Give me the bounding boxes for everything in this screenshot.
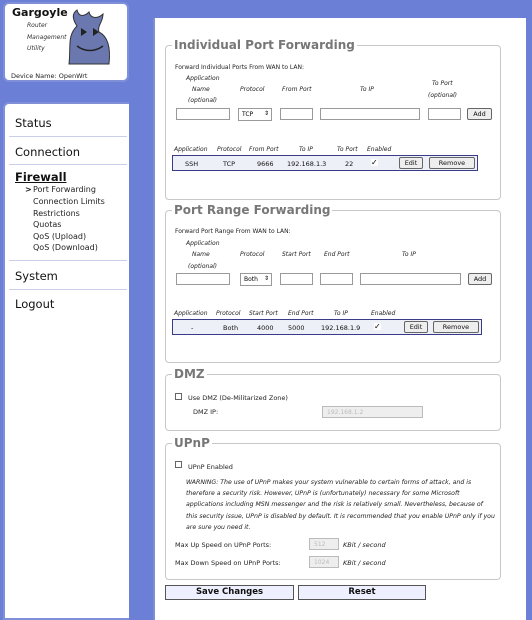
upnp-max-down-input[interactable]: 1024	[309, 556, 339, 568]
ipf-remove-button[interactable]: Remove	[429, 157, 475, 169]
prf-app-name-input[interactable]	[176, 273, 230, 285]
ipf-row-protocol: TCP	[223, 160, 236, 168]
prf-row-app: -	[191, 324, 194, 332]
nav-item-connection-limits[interactable]: Connection Limits	[33, 197, 105, 206]
ipf-col-to-ip: To IP	[299, 146, 313, 153]
prf-protocol-select[interactable]	[240, 273, 272, 286]
active-item-marker: >	[25, 185, 32, 194]
section-title: Port Range Forwarding	[174, 203, 331, 217]
ipf-header-to-port-optional: (optional)	[428, 92, 457, 99]
dmz-ip-input[interactable]: 192.168.1.2	[322, 406, 423, 418]
upnp-up-unit: KBit / second	[343, 541, 386, 549]
prf-header-end-port: End Port	[324, 251, 350, 258]
logo-subtitle-1: Router	[27, 22, 48, 29]
ipf-row-to-ip: 192.168.1.3	[287, 160, 327, 168]
ipf-header-application: Application	[186, 75, 220, 82]
prf-col-end-port: End Port	[288, 310, 314, 317]
ipf-row-enabled-checkbox[interactable]	[371, 159, 378, 166]
logo-subtitle-2: Management	[27, 34, 67, 41]
prf-header-application: Application	[186, 240, 220, 247]
save-changes-button[interactable]: Save Changes	[165, 585, 294, 600]
ipf-row-to-port: 22	[345, 160, 354, 168]
prf-protocol-value: Both	[244, 276, 258, 283]
dmz-ip-label: DMZ IP:	[193, 408, 219, 416]
section-title: Individual Port Forwarding	[174, 38, 355, 52]
table-row	[172, 155, 478, 171]
prf-add-button[interactable]: Add	[468, 273, 492, 285]
ipf-col-from-port: From Port	[249, 146, 279, 153]
upnp-max-up-label: Max Up Speed on UPnP Ports:	[175, 541, 272, 549]
device-name: Device Name: OpenWrt	[11, 72, 88, 80]
ipf-col-protocol: Protocol	[217, 146, 242, 153]
ipf-col-application: Application	[174, 146, 208, 153]
prf-header-to-ip: To IP	[402, 251, 416, 258]
upnp-max-down-label: Max Down Speed on UPnP Ports:	[175, 559, 281, 567]
upnp-down-unit: KBit / second	[343, 559, 386, 567]
prf-header-start-port: Start Port	[282, 251, 311, 258]
prf-row-protocol: Both	[223, 324, 239, 332]
prf-col-application: Application	[174, 310, 208, 317]
prf-col-enabled: Enabled	[371, 310, 396, 317]
ipf-header-optional: (optional)	[188, 97, 217, 104]
ipf-header-to-ip: To IP	[360, 86, 374, 93]
nav-divider	[9, 260, 127, 261]
nav-divider	[9, 164, 127, 165]
prf-col-protocol: Protocol	[216, 310, 241, 317]
prf-intro: Forward Port Range From WAN to LAN:	[175, 228, 291, 235]
prf-end-port-input[interactable]	[320, 273, 353, 285]
prf-row-enabled-checkbox[interactable]	[374, 323, 381, 330]
prf-row-start-port: 4000	[257, 324, 274, 332]
ipf-to-port-input[interactable]	[428, 108, 461, 120]
gargoyle-logo-icon	[59, 6, 121, 68]
table-row	[172, 319, 482, 335]
prf-row-to-ip: 192.168.1.9	[321, 324, 361, 332]
nav-system[interactable]: System	[15, 269, 58, 283]
ipf-from-port-input[interactable]	[280, 108, 313, 120]
select-arrows-icon: ⇕	[263, 275, 269, 282]
prf-col-start-port: Start Port	[249, 310, 278, 317]
nav-item-restrictions[interactable]: Restrictions	[33, 209, 80, 218]
checkmark-icon: ✓	[371, 158, 378, 167]
reset-button[interactable]: Reset	[298, 585, 426, 600]
prf-remove-button[interactable]: Remove	[433, 321, 479, 333]
dmz-use-label: Use DMZ (De-Militarized Zone)	[188, 394, 288, 402]
ipf-col-enabled: Enabled	[367, 146, 392, 153]
nav-status[interactable]: Status	[15, 116, 52, 130]
ipf-edit-button[interactable]: Edit	[399, 157, 423, 169]
prf-to-ip-input[interactable]	[360, 273, 461, 285]
logo-subtitle-3: Utility	[27, 45, 45, 52]
logo-panel	[3, 2, 129, 82]
prf-start-port-input[interactable]	[280, 273, 313, 285]
prf-col-to-ip: To IP	[334, 310, 348, 317]
upnp-max-up-input[interactable]: 512	[309, 538, 339, 550]
ipf-header-from-port: From Port	[282, 86, 312, 93]
ipf-protocol-value: TCP	[242, 111, 254, 118]
nav-divider	[9, 136, 127, 137]
upnp-enabled-label: UPnP Enabled	[188, 463, 233, 471]
ipf-header-protocol: Protocol	[240, 86, 265, 93]
prf-header-optional: (optional)	[188, 263, 217, 270]
dmz-checkbox[interactable]	[175, 393, 182, 400]
ipf-to-ip-input[interactable]	[320, 108, 420, 120]
sidebar-nav	[3, 102, 129, 620]
nav-item-quotas[interactable]: Quotas	[33, 220, 62, 229]
select-arrows-icon: ⇕	[263, 110, 269, 117]
section-title: DMZ	[174, 367, 205, 381]
ipf-row-app: SSH	[185, 160, 199, 168]
upnp-enabled-checkbox[interactable]	[175, 461, 182, 468]
ipf-app-name-input[interactable]	[176, 108, 230, 120]
ipf-row-from-port: 9666	[257, 160, 274, 168]
ipf-col-to-port: To Port	[337, 146, 358, 153]
section-title: UPnP	[174, 436, 210, 450]
logo-title: Gargoyle	[12, 6, 68, 19]
prf-header-protocol: Protocol	[240, 251, 265, 258]
ipf-header-name: Name	[192, 86, 210, 93]
checkmark-icon: ✓	[374, 322, 381, 331]
prf-row-end-port: 5000	[288, 324, 305, 332]
ipf-protocol-select[interactable]	[238, 108, 272, 121]
ipf-add-button[interactable]: Add	[467, 108, 492, 120]
nav-item-qos-download[interactable]: QoS (Download)	[33, 243, 98, 252]
ipf-intro: Forward Individual Ports From WAN to LAN:	[175, 64, 304, 71]
nav-item-qos-upload[interactable]: QoS (Upload)	[33, 232, 87, 241]
upnp-warning-text: WARNING: The use of UPnP makes your system vulnerable to certain forms of attack, and is therefore a security risk. However, UPnP is (unfortunately) necessary for some Microsoft applications including MSN messenger and the risk is relatively small. Nevertheless, because of this security issue, UPnP is disabled by default. It is recommended that you enable UPnP only if you are sure you need it.	[186, 479, 495, 531]
nav-firewall[interactable]: Firewall	[15, 170, 67, 184]
nav-item-port-forwarding[interactable]: Port Forwarding	[33, 185, 96, 194]
prf-header-name: Name	[192, 251, 210, 258]
nav-connection[interactable]: Connection	[15, 145, 81, 159]
prf-edit-button[interactable]: Edit	[404, 321, 428, 333]
nav-divider	[9, 289, 127, 290]
ipf-header-to-port: To Port	[432, 80, 453, 87]
nav-logout[interactable]: Logout	[15, 297, 55, 311]
